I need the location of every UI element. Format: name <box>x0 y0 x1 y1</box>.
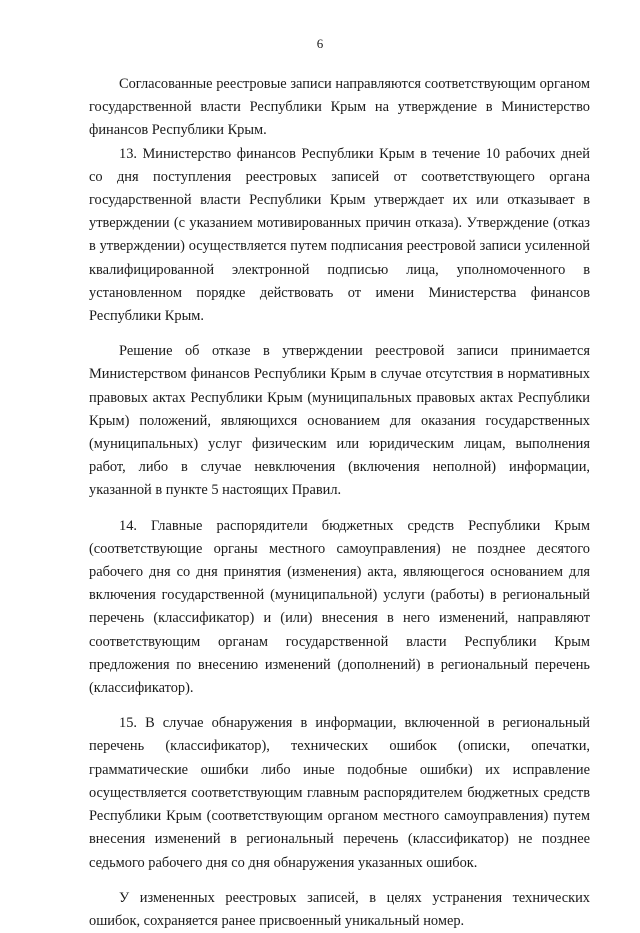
paragraph-13: 13. Министерство финансов Республики Крым в течение 10 рабочих дней со дня поступления реестровых записей от соответствующего органа государственной власти Республики Крым утверждает их или отказывает в утверждении (с указанием мотивированных причин отказа). Утверждение (отказ в утверждении) осуществляется путем подписания реестровой записи усиленной квалифицированной электронной подписью лица, уполномоченного в установленном порядке действовать от имени Министерства финансов Республики Крым. <box>89 145 590 325</box>
document-body <box>89 73 590 933</box>
paragraph-refusal-decision: Решение об отказе в утверждении реестровой записи принимается Министерством финансов Республики Крым в случае отсутствия в нормативных правовых актах Республики Крым (муниципальных правовых актах Республики Крым) положений, являющихся основанием для оказания государственных (муниципальных) услуг физическим или юридическим лицам, выполнения работ, либо в случае невключения (включения неполной) информации, указанной в пункте 5 настоящих Правил. <box>89 343 590 499</box>
paragraph-approved-records: Согласованные реестровые записи направляются соответствующим органом государственной власти Республики Крым на утверждение в Министерство финансов Республики Крым. <box>89 76 590 139</box>
paragraph-14: 14. Главные распорядители бюджетных средств Республики Крым (соответствующие органы местного самоуправления) не позднее десятого рабочего дня со дня принятия (изменения) акта, являющегося основанием для включения государственной (муниципальной) услуги (работы) в региональный перечень (классификатор) и (или) внесения в него изменений, направляют соответствующим органам государственной власти Республики Крым предложения по внесению изменений (дополнений) в региональный перечень (классификатор). <box>89 517 590 697</box>
page-number: 6 <box>316 36 324 51</box>
paragraph-unique-number: У измененных реестровых записей, в целях устранения технических ошибок, сохраняется ранее присвоенный уникальный номер. <box>89 889 590 929</box>
paragraph-15: 15. В случае обнаружения в информации, включенной в региональный перечень (классификатор), технических ошибок (описки, опечатки, грамматические ошибки либо иные подобные ошибки) их исправление осуществляется соответствующим главным распорядителем бюджетных средств Республики Крым (соответствующим органом местного самоуправления) путем внесения изменений в региональный перечень (классификатор) не позднее седьмого рабочего дня со дня обнаружения указанных ошибок. <box>89 715 590 871</box>
